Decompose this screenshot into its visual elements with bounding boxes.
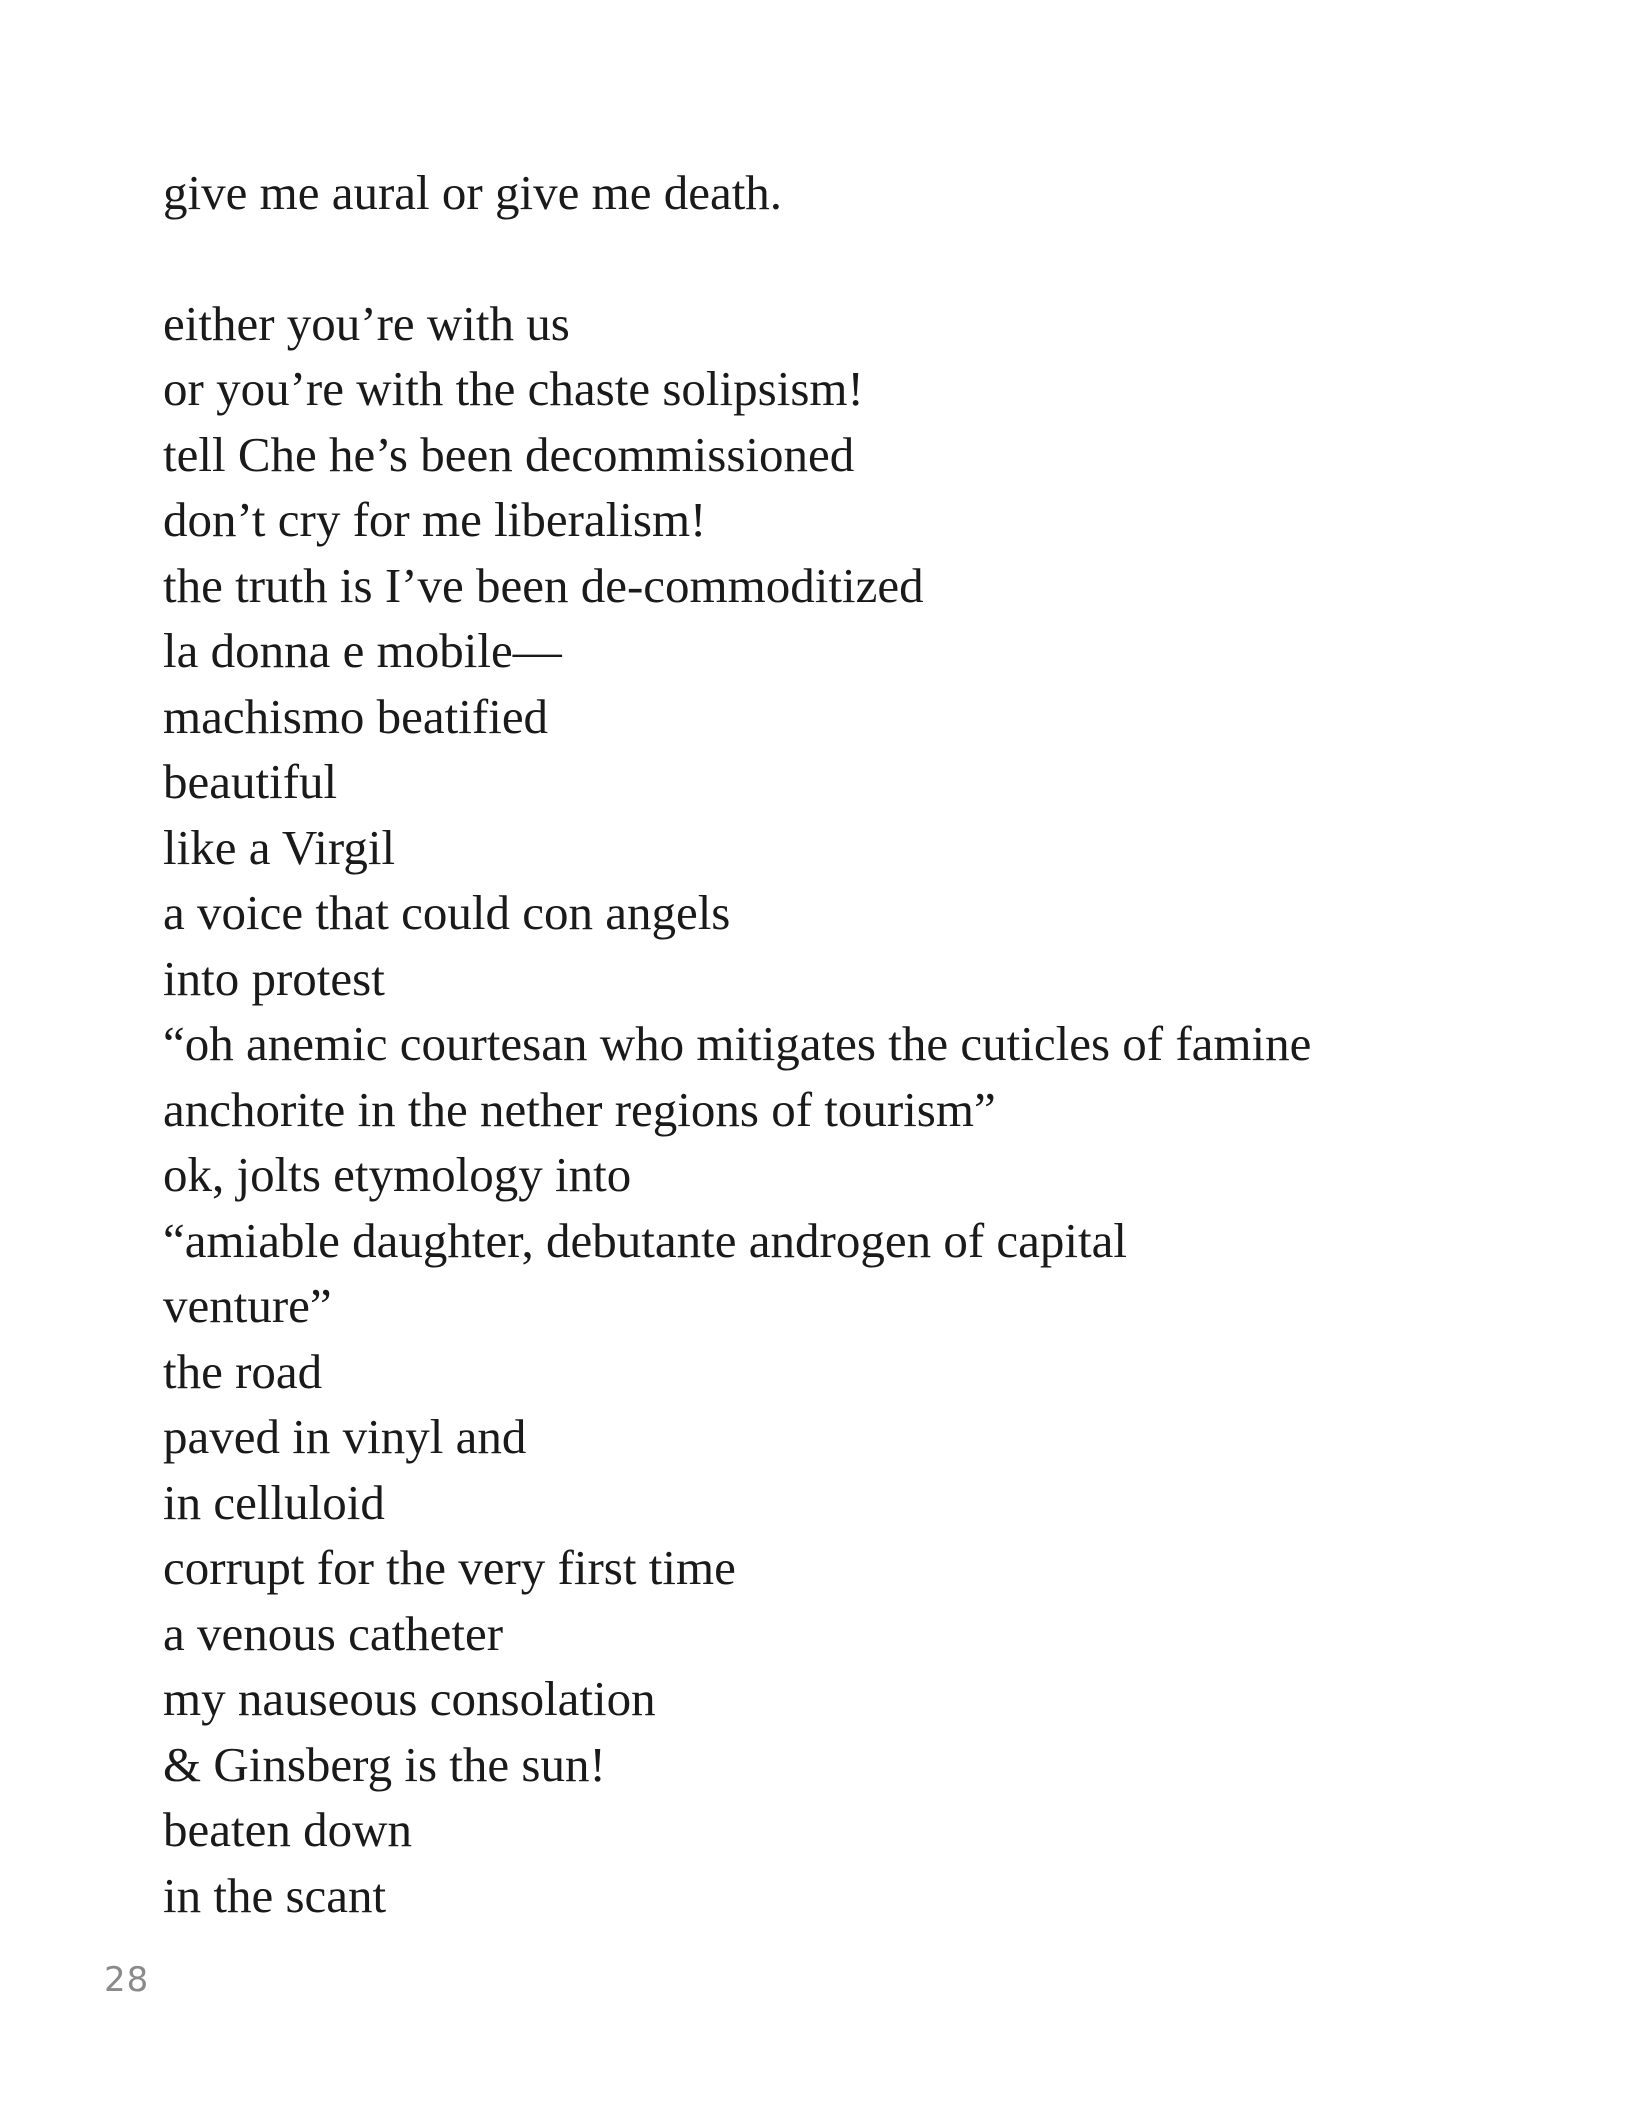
poem-line: in the scant	[163, 1867, 387, 1923]
poem-line: paved in vinyl and	[163, 1409, 527, 1464]
opening-line: give me aural or give me death.	[163, 165, 783, 220]
poem-line: my nauseous consolation	[163, 1671, 656, 1726]
poem-line: a voice that could con angels	[163, 885, 731, 940]
poem-line: machismo beatified	[163, 688, 549, 744]
poem-line: the truth is I’ve been de-commoditized	[163, 557, 924, 613]
poem-line: corrupt for the very first time	[163, 1540, 736, 1595]
page-number: 28	[104, 1960, 150, 2000]
poem-line: la donna e mobile—	[163, 623, 562, 678]
poem-line: tell Che he’s been decommissioned	[163, 426, 855, 482]
poem-line: “amiable daughter, debutante androgen of capital	[163, 1212, 1127, 1268]
poem-line: ok, jolts etymology into	[163, 1147, 632, 1202]
stanza	[163, 291, 1583, 1929]
poem-line: a venous catheter	[163, 1605, 504, 1661]
poem-line: the road	[163, 1343, 323, 1399]
poem-line: beautiful	[163, 754, 338, 809]
poem-line: or you’re with the chaste solipsism!	[163, 361, 864, 416]
poem-line: in celluloid	[163, 1474, 385, 1530]
poem-line: beaten down	[163, 1802, 412, 1857]
poem-body	[163, 160, 1583, 1928]
poem-line: don’t cry for me liberalism!	[163, 492, 707, 547]
poem-line: & Ginsberg is the sun!	[163, 1736, 606, 1792]
poem-line: like a Virgil	[163, 819, 396, 875]
poem-line: either you’re with us	[163, 295, 570, 351]
poem-line: “oh anemic courtesan who mitigates the cuticles of famine	[163, 1016, 1312, 1071]
poem-line: venture”	[163, 1278, 332, 1333]
poem-line: into protest	[163, 950, 385, 1006]
poem-line: anchorite in the nether regions of tourism”	[163, 1081, 996, 1137]
